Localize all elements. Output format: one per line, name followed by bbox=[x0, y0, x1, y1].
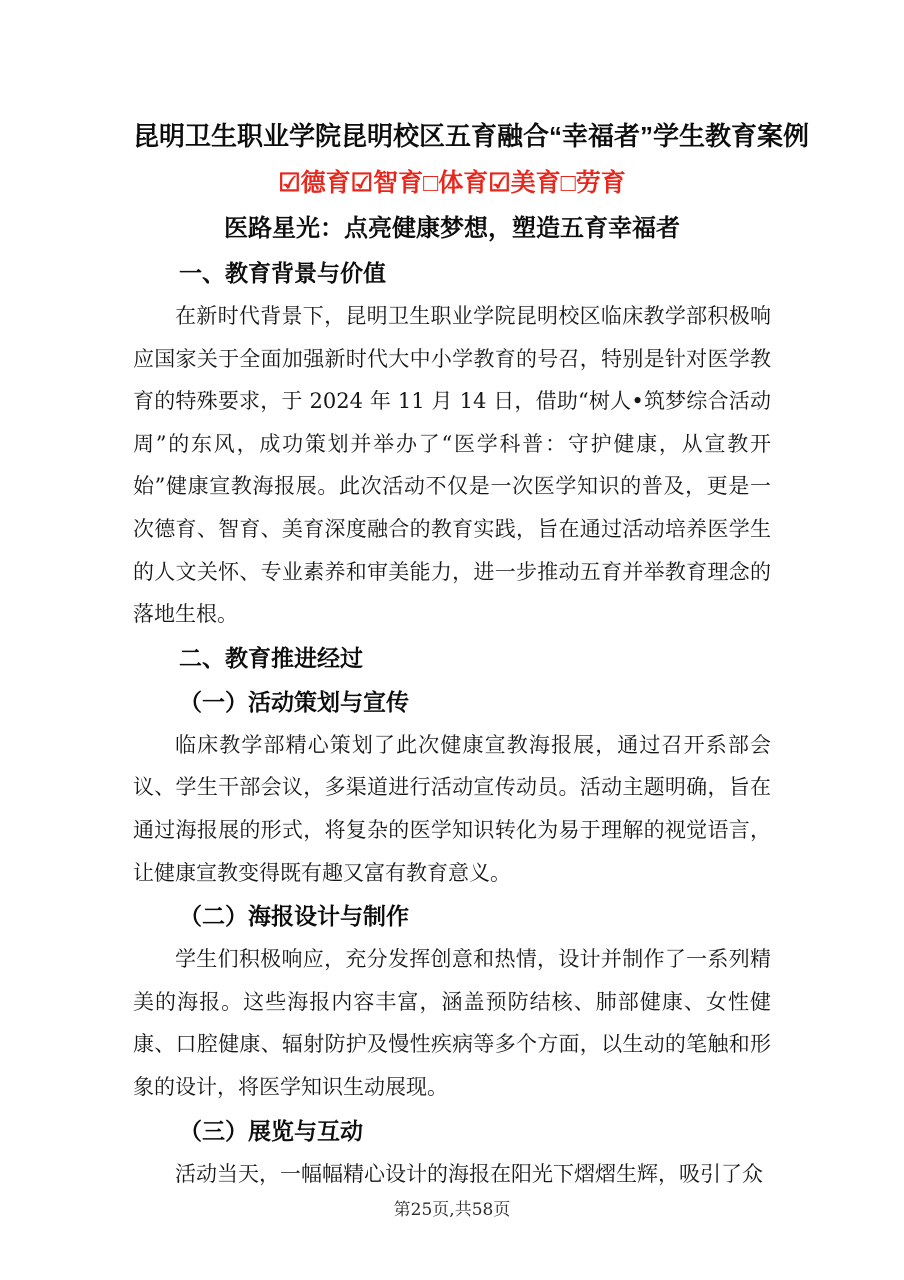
checked-checkbox-icon: ☑ bbox=[350, 169, 374, 197]
checkbox-item-labor-education bbox=[561, 160, 626, 206]
paragraph-background-value: 在新时代背景下，昆明卫生职业学院昆明校区临床教学部积极响应国家关于全面加强新时代大中小学教育的号召，特别是针对医学教育的特殊要求，于 2024 年 11 月 14 日，借助“树人•筑梦综合活动周”的东风，成功策划并举办了“医学科普：守护健康，从宣教开始”健康宣教海报展。此次活动不仅是一次医学知识的普及，更是一次德育、智育、美育深度融合的教育实践，旨在通过活动培养医学生的人文关怀、专业素养和审美能力，进一步推动五育并举教育理念的落地生根。 bbox=[133, 304, 771, 627]
category-checkbox-line bbox=[133, 160, 771, 206]
checkbox-label: 智育 bbox=[373, 169, 424, 197]
paragraph-poster-design: 学生们积极响应，充分发挥创意和热情，设计并制作了一系列精美的海报。这些海报内容丰富，涵盖预防结核、肺部健康、女性健康、口腔健康、辐射防护及慢性疾病等多个方面，以生动的笔触和形象的设计，将医学知识生动展现。 bbox=[133, 947, 771, 1099]
checked-checkbox-icon: ☑ bbox=[488, 169, 511, 197]
subsection-heading-poster-design: （二）海报设计与制作 bbox=[179, 903, 409, 930]
checkbox-label: 德育 bbox=[300, 169, 351, 197]
paragraph-planning-promotion: 临床教学部精心策划了此次健康宣教海报展，通过召开系部会议、学生干部会议，多渠道进行活动宣传动员。活动主题明确，旨在通过海报展的形式，将复杂的医学知识转化为易于理解的视觉语言，让健康宣教变得既有趣又富有教育意义。 bbox=[133, 732, 771, 885]
page-number: 第25页,共58页 bbox=[393, 1200, 511, 1220]
document-title: 昆明卫生职业学院昆明校区五育融合“幸福者”学生教育案例 bbox=[133, 121, 810, 151]
document-subtitle: 医路星光：点亮健康梦想，塑造五育幸福者 bbox=[224, 215, 680, 242]
subsection-heading-planning-promotion: （一）活动策划与宣传 bbox=[179, 688, 409, 715]
paragraph-exhibition-interaction: 活动当天，一幅幅精心设计的海报在阳光下熠熠生辉，吸引了众 bbox=[175, 1161, 763, 1186]
subsection-heading-exhibition-interaction: （三）展览与互动 bbox=[179, 1117, 363, 1144]
checkbox-label: 劳育 bbox=[575, 169, 626, 197]
checkbox-label: 美育 bbox=[510, 169, 561, 197]
checkbox-label: 体育 bbox=[438, 169, 489, 197]
unchecked-checkbox-icon: □ bbox=[423, 169, 439, 197]
checkbox-item-intellectual-education bbox=[351, 160, 423, 206]
section-heading-education-process: 二、教育推进经过 bbox=[179, 644, 363, 671]
checkbox-item-aesthetic-education bbox=[488, 160, 560, 206]
unchecked-checkbox-icon: □ bbox=[560, 169, 576, 197]
section-heading-background-value: 一、教育背景与价值 bbox=[179, 260, 386, 286]
checked-checkbox-icon: ☑ bbox=[278, 169, 301, 197]
page-footer bbox=[0, 1195, 904, 1220]
checkbox-item-physical-education bbox=[423, 160, 488, 206]
checkbox-item-moral-education bbox=[278, 160, 350, 206]
